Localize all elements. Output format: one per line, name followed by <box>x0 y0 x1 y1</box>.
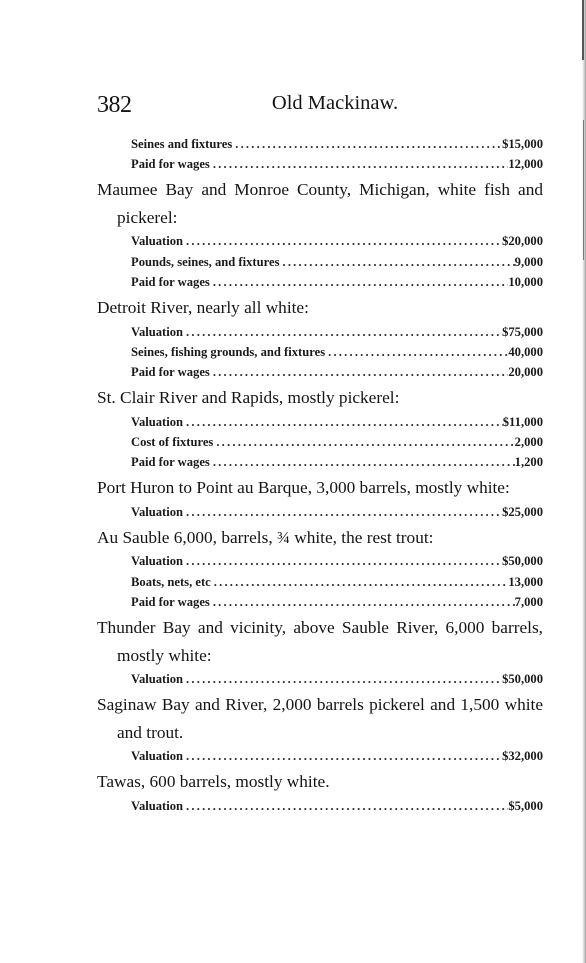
entry-label: Valuation <box>131 234 184 249</box>
fishery-section <box>97 474 543 522</box>
section-heading: Thunder Bay and vicinity, above Sauble River, 6,000 barrels, mostly white: <box>97 618 543 665</box>
section-heading: Tawas, 600 barrels, mostly white. <box>97 772 330 792</box>
entry-amount: $75,000 <box>502 324 543 339</box>
dot-leader <box>210 452 515 472</box>
entry-amount: $25,000 <box>502 504 543 519</box>
entry-amount: $50,000 <box>502 672 543 687</box>
entry-amount: $32,000 <box>502 749 543 764</box>
entry-label: Valuation <box>131 324 184 339</box>
dot-leader <box>183 746 502 766</box>
ledger-entry <box>131 231 543 251</box>
entry-label: Boats, nets, etc <box>131 574 211 589</box>
entry-amount: 2,000 <box>514 434 543 449</box>
ledger-entry <box>131 342 543 362</box>
section-heading: Detroit River, nearly all white: <box>97 298 309 318</box>
fishery-section <box>97 614 543 689</box>
dot-leader <box>183 502 502 522</box>
entry-label: Valuation <box>131 672 184 687</box>
section-heading: St. Clair River and Rapids, mostly pickerel: <box>97 388 400 408</box>
section-heading: Au Sauble 6,000, barrels, ¾ white, the rest trout: <box>97 527 434 547</box>
continuation-entries <box>97 134 543 174</box>
entry-label: Cost of fixtures <box>131 434 214 449</box>
section-entries <box>97 412 543 473</box>
ledger-entry <box>131 134 543 154</box>
dot-leader <box>213 432 514 452</box>
running-title: Old Mackinaw. <box>271 92 399 114</box>
section-entries <box>97 551 543 612</box>
entry-amount: 12,000 <box>508 157 543 172</box>
entry-amount: 20,000 <box>508 364 543 379</box>
dot-leader <box>210 272 509 292</box>
fishery-section <box>97 691 543 766</box>
entry-amount: 40,000 <box>508 344 543 359</box>
ledger-entry <box>131 746 543 766</box>
binding-mark <box>582 0 584 60</box>
binding-mark <box>583 120 584 260</box>
page-body <box>97 134 543 818</box>
entry-amount: 13,000 <box>508 574 543 589</box>
ledger-entry <box>131 272 543 292</box>
entry-label: Valuation <box>131 414 184 429</box>
entry-label: Valuation <box>131 554 184 569</box>
section-heading: Saginaw Bay and River, 2,000 barrels pickerel and 1,500 white and trout. <box>97 695 543 742</box>
dot-leader <box>210 362 509 382</box>
dot-leader <box>325 342 508 362</box>
entry-amount: $20,000 <box>502 234 543 249</box>
fishery-section <box>97 384 543 472</box>
ledger-entry <box>131 154 543 174</box>
entry-amount: 9,000 <box>514 254 543 269</box>
entry-label: Paid for wages <box>131 455 210 470</box>
ledger-entry <box>131 432 543 452</box>
dot-leader <box>232 134 502 154</box>
fishery-section <box>97 768 543 816</box>
dot-leader <box>211 572 509 592</box>
entry-label: Seines, fishing grounds, and fixtures <box>131 344 326 359</box>
section-entries <box>97 746 543 766</box>
entry-label: Seines and fixtures <box>131 137 233 151</box>
ledger-entry <box>131 592 543 612</box>
ledger-entry <box>131 252 543 272</box>
dot-leader <box>210 154 509 174</box>
ledger-entry <box>131 412 543 432</box>
section-entries <box>97 322 543 383</box>
section-entries <box>97 502 543 522</box>
page-number: 382 <box>97 92 132 118</box>
entry-label: Paid for wages <box>131 594 210 609</box>
fishery-section <box>97 294 543 382</box>
dot-leader <box>183 231 502 251</box>
dot-leader <box>183 796 508 816</box>
entry-amount: 10,000 <box>508 274 543 289</box>
ledger-entry <box>131 362 543 382</box>
entry-amount: $50,000 <box>502 554 543 569</box>
section-heading: Maumee Bay and Monroe County, Michigan, white fish and pickerel: <box>97 180 543 227</box>
ledger-entry <box>131 452 543 472</box>
dot-leader <box>210 592 515 612</box>
section-entries <box>97 669 543 689</box>
entry-label: Valuation <box>131 749 184 764</box>
entry-label: Paid for wages <box>131 364 210 379</box>
section-heading: Port Huron to Point au Barque, 3,000 barrels, mostly white: <box>97 478 510 498</box>
ledger-entry <box>131 322 543 342</box>
entry-label: Valuation <box>131 798 184 813</box>
ledger-entry <box>131 502 543 522</box>
fishery-section <box>97 524 543 612</box>
entry-label: Pounds, seines, and fixtures <box>131 254 280 269</box>
entry-label: Paid for wages <box>131 157 210 172</box>
dot-leader <box>183 669 502 689</box>
dot-leader <box>183 322 502 342</box>
entry-label: Paid for wages <box>131 274 210 289</box>
fishery-section <box>97 176 543 292</box>
entry-amount: 7,000 <box>514 594 543 609</box>
entry-label: Valuation <box>131 504 184 519</box>
dot-leader <box>279 252 514 272</box>
entry-amount: $11,000 <box>502 414 543 429</box>
entry-amount: 1,200 <box>514 455 543 470</box>
section-entries <box>97 796 543 816</box>
page-header <box>97 92 543 124</box>
entry-amount: $15,000 <box>502 137 543 151</box>
ledger-entry <box>131 796 543 816</box>
ledger-entry <box>131 551 543 571</box>
section-entries <box>97 231 543 292</box>
dot-leader <box>183 412 503 432</box>
dot-leader <box>183 551 502 571</box>
ledger-entry <box>131 669 543 689</box>
ledger-entry <box>131 572 543 592</box>
entry-amount: $5,000 <box>508 798 543 813</box>
